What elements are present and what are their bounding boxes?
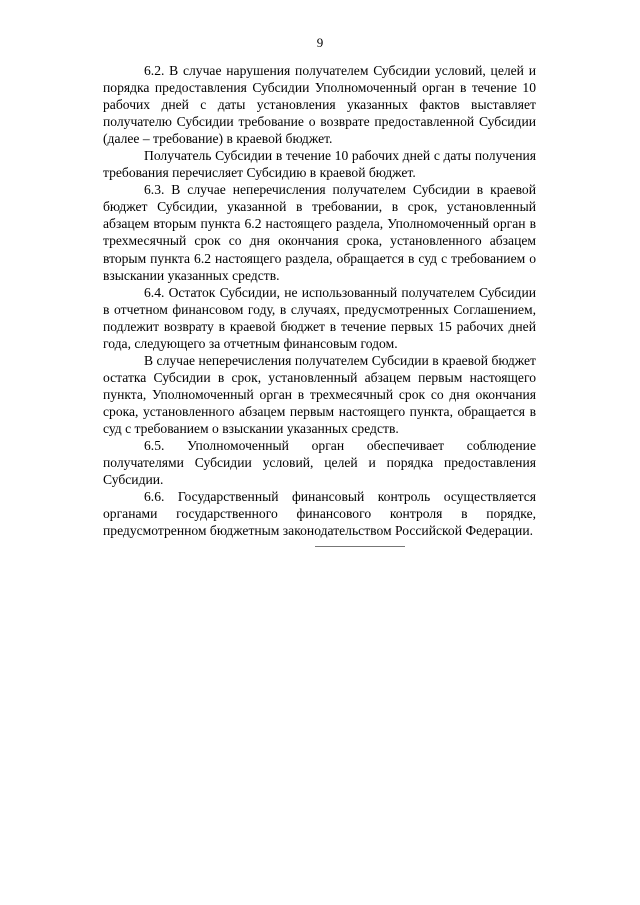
document-body [103,62,536,539]
paragraph-6-2: 6.2. В случае нарушения получателем Субсидии условий, целей и порядка предоставления Субсидии Уполномоченный орган в течение 10 рабочих дней с даты установления указанных фактов выставляет получателю Субсидии требование о возврате предоставленной Субсидии (далее – требование) в краевой бюджет. [103,63,536,147]
page-number: 9 [316,35,324,50]
paragraph-6-5: 6.5. Уполномоченный орган обеспечивает соблюдение получателями Субсидии условий, целей и порядка предоставления Субсидии. [103,438,536,488]
paragraph-6-3: 6.3. В случае неперечисления получателем Субсидии в краевой бюджет Субсидии, указанной в требовании, в срок, установленный абзацем вторым пункта 6.2 настоящего раздела, Уполномоченный орган в трехмесячный срок со дня окончания срока, установленного абзацем вторым пункта 6.2 настоящего раздела, обращается в суд с требованием о взыскании указанных средств. [103,182,536,283]
paragraph-6-4: 6.4. Остаток Субсидии, не использованный получателем Субсидии в отчетном финансовом году, в случаях, предусмотренных Соглашением, подлежит возврату в краевой бюджет в течение первых 15 рабочих дней года, следующего за отчетным финансовым годом. [103,284,536,351]
paragraph-6-4-second: В случае неперечисления получателем Субсидии в краевой бюджет остатка Субсидии в срок, установленный абзацем первым настоящего пункта, Уполномоченный орган в трехмесячный срок со дня окончания срока, установленного абзацем первым настоящего пункта, обращается в суд с требованием о взыскании указанных средств. [103,352,536,436]
paragraph-6-2-second: Получатель Субсидии в течение 10 рабочих дней с даты получения требования перечисляет Субсидию в краевой бюджет. [103,148,536,181]
end-separator-line [315,546,405,547]
paragraph-6-6: 6.6. Государственный финансовый контроль осуществляется органами государственного финансового контроля в порядке, предусмотренном бюджетным законодательством Российской Федерации. [103,489,536,539]
